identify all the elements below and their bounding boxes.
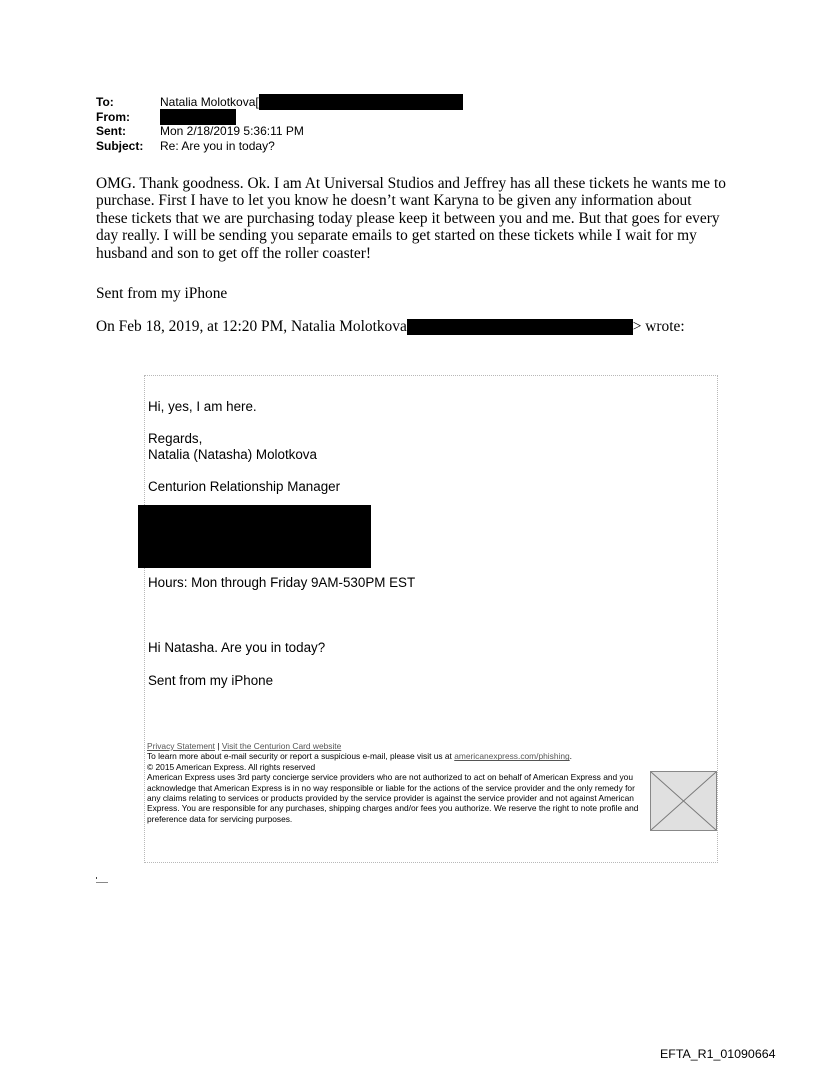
phishing-link[interactable]: americanexpress.com/phishing — [454, 751, 570, 762]
redaction-contact — [138, 505, 371, 568]
subject-row — [96, 139, 463, 154]
page-mark — [95, 876, 109, 886]
quote-intro-prefix: On Feb 18, 2019, at 12:20 PM, Natalia Molotkova — [96, 318, 407, 335]
disclaimer: American Express uses 3rd party concierge service providers who are not authorized to act on behalf of American Express and you acknowledge that American Express is in no way responsible or liable for the actions of the service provider and the only remedy for any claims relating to services or products provided by the service provider is against the service provider and not against American Express. You are responsible for any purchases, shipping charges and/or fees you authorize. We reserve the right to note profile and preference data for servicing purposes. — [147, 772, 639, 824]
footer-links — [147, 741, 647, 751]
centurion-website-link[interactable]: Visit the Centurion Card website — [221, 741, 342, 751]
message-signature: Sent from my iPhone — [96, 285, 228, 302]
sent-value: Mon 2/18/2019 5:36:11 PM — [160, 124, 304, 138]
security-end: . — [569, 751, 572, 762]
security-notice — [147, 751, 647, 761]
quoted-hours: Hours: Mon through Friday 9AM-530PM EST — [148, 575, 416, 590]
quoted-name: Natalia (Natasha) Molotkova — [148, 447, 317, 462]
quote-intro-suffix: > wrote: — [632, 318, 685, 335]
amex-footer — [147, 741, 647, 824]
quoted-message — [144, 375, 718, 863]
document-id: EFTA_R1_01090664 — [660, 1047, 776, 1061]
to-row — [96, 95, 463, 110]
message-body: OMG. Thank goodness. Ok. I am At Universal Studios and Jeffrey has all these tickets he wants me to purchase. First I have to let you know he doesn’t want Karyna to be given any information about these tickets that we are purchasing today please keep it between you and me. But that goes for every day really. I will be sending you separate emails to get started on these tickets while I wait for my husband and son to get off the roller coaster! — [96, 175, 726, 262]
from-label: From: — [96, 109, 130, 124]
quoted-regards: Regards, — [148, 431, 203, 446]
redaction-from — [160, 109, 236, 125]
copyright: © 2015 American Express. All rights reserved — [147, 761, 316, 772]
quoted-title: Centurion Relationship Manager — [148, 479, 341, 494]
to-value: Natalia Molotkova[ — [160, 95, 259, 109]
redaction-email — [407, 319, 633, 335]
image-placeholder-icon — [650, 771, 717, 831]
subject-label: Subject: — [96, 138, 144, 153]
privacy-statement-link[interactable]: Privacy Statement — [147, 741, 215, 751]
to-label: To: — [96, 95, 114, 109]
original-message: Hi Natasha. Are you in today? — [148, 640, 326, 655]
subject-value: Re: Are you in today? — [160, 138, 275, 153]
redaction-to — [259, 94, 463, 110]
security-text: To learn more about e-mail security or report a suspicious e-mail, please visit us at — [147, 751, 455, 762]
sent-row — [96, 124, 463, 139]
quote-intro — [96, 318, 685, 335]
original-signature: Sent from my iPhone — [148, 673, 274, 688]
quoted-greeting: Hi, yes, I am here. — [148, 399, 257, 414]
from-row — [96, 110, 463, 125]
sent-label: Sent: — [96, 124, 126, 138]
email-header — [96, 95, 463, 153]
link-separator: | — [214, 741, 222, 751]
